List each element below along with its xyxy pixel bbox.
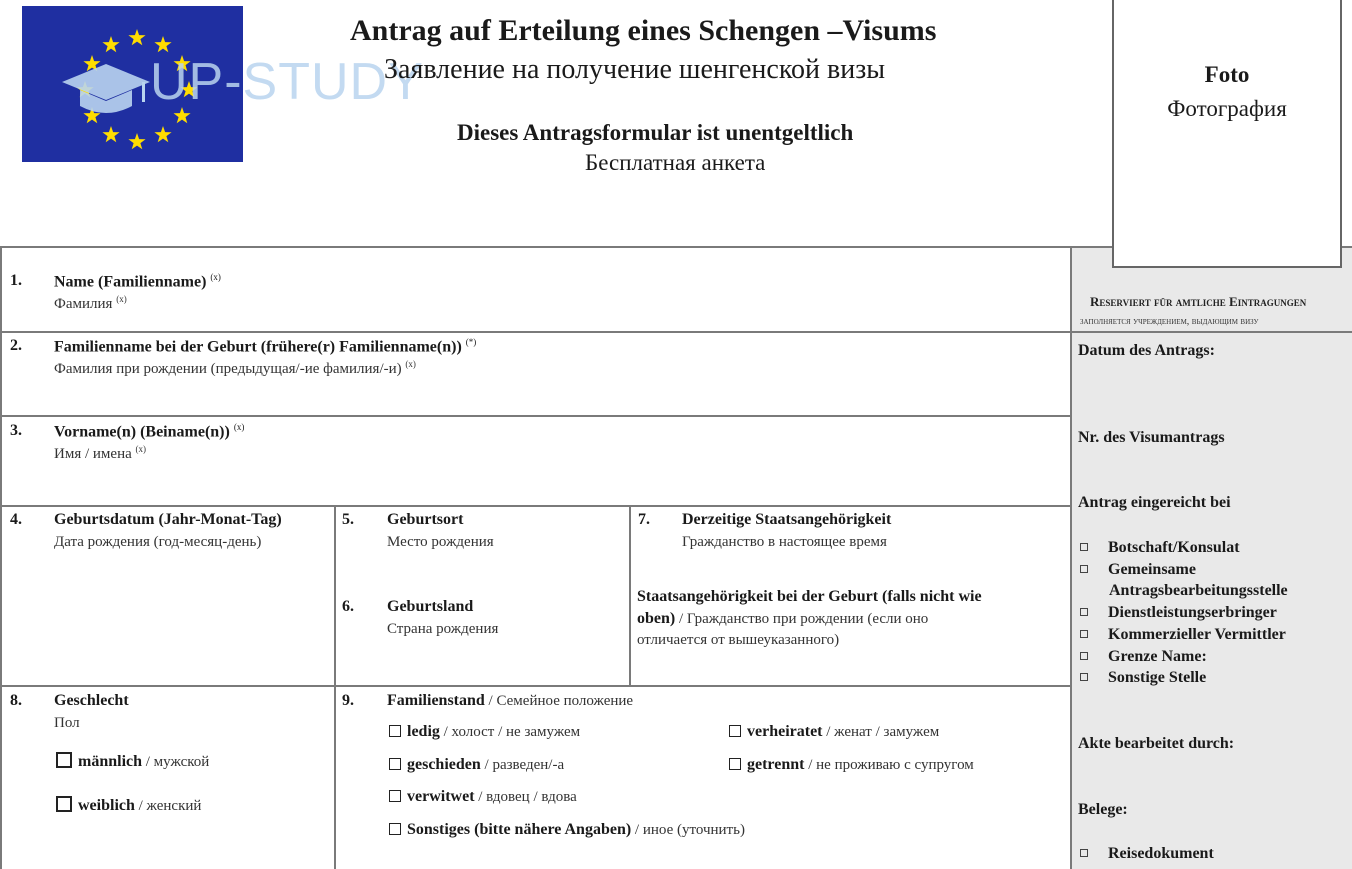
- field-label: Familienname bei der Geburt (frühere(r) Familienname(n)): [54, 338, 462, 356]
- checkbox[interactable]: [1080, 673, 1088, 681]
- checkbox[interactable]: [389, 790, 401, 802]
- field-label-russian: [54, 444, 146, 463]
- application-number-label: Nr. des Visumantrags: [1078, 429, 1225, 446]
- field-note: (x): [135, 444, 147, 454]
- option-male[interactable]: [56, 752, 209, 771]
- field-label-ru-text: Имя / имена: [54, 446, 132, 462]
- option-label-ru: / вдовец / вдова: [474, 789, 577, 805]
- option-label-ru: / иное (уточнить): [631, 822, 745, 838]
- option-label: Kommerzieller Vermittler: [1108, 626, 1286, 643]
- photo-label-russian: Фотография: [1167, 96, 1287, 121]
- field-number: 8.: [10, 692, 22, 709]
- option-common-centre-line2: Antragsbearbeitungsstelle: [1109, 582, 1288, 599]
- field-label: Name (Familienname): [54, 273, 207, 291]
- grid-line: [334, 505, 336, 869]
- option-label-ru: / женский: [134, 798, 202, 814]
- grid-line: [0, 685, 1072, 687]
- star-icon: [128, 133, 145, 149]
- option-other-office[interactable]: [1080, 669, 1206, 687]
- field-date-of-birth[interactable]: Geburtsdatum (Jahr-Monat-Tag): [54, 511, 282, 528]
- checkbox[interactable]: [1080, 849, 1088, 857]
- field-birth-surname[interactable]: [54, 337, 476, 356]
- field-current-nationality[interactable]: Derzeitige Staatsangehörigkeit: [682, 511, 892, 528]
- photo-label-german: Foto: [1204, 62, 1250, 87]
- option-divorced[interactable]: [389, 756, 564, 774]
- checkbox[interactable]: [56, 796, 72, 812]
- star-icon: [102, 36, 119, 52]
- checkbox[interactable]: [389, 725, 401, 737]
- grid-line: [629, 505, 631, 686]
- option-travel-document[interactable]: [1080, 845, 1214, 863]
- watermark-text: UP-STUDY: [150, 53, 424, 111]
- option-label: weiblich: [78, 797, 135, 814]
- field-note: (x): [210, 272, 221, 282]
- option-label: Gemeinsame: [1108, 561, 1196, 578]
- option-service-provider[interactable]: [1080, 604, 1277, 622]
- option-widowed[interactable]: [389, 788, 577, 806]
- option-label: Botschaft/Konsulat: [1108, 539, 1240, 556]
- field-label: Familienstand: [387, 692, 485, 709]
- field-number: 1.: [10, 272, 22, 289]
- checkbox[interactable]: [389, 823, 401, 835]
- field-label-russian: [54, 294, 127, 313]
- checkbox[interactable]: [729, 725, 741, 737]
- checkbox[interactable]: [729, 758, 741, 770]
- field-number: 4.: [10, 511, 22, 528]
- option-common-centre[interactable]: [1080, 561, 1196, 579]
- checkbox[interactable]: [1080, 543, 1088, 551]
- option-label-ru: / разведен/-а: [480, 757, 565, 773]
- graduation-cap-icon: [58, 60, 154, 120]
- option-label: männlich: [78, 753, 143, 770]
- checkbox[interactable]: [1080, 652, 1088, 660]
- option-label: getrennt: [747, 756, 805, 773]
- title-german: Antrag auf Erteilung eines Schengen –Visums: [350, 14, 937, 47]
- field-country-of-birth[interactable]: Geburtsland: [387, 598, 474, 615]
- option-label: Reisedokument: [1108, 845, 1214, 862]
- field-sex: Geschlecht: [54, 692, 129, 709]
- star-icon: [128, 29, 145, 45]
- grid-line: [0, 415, 1072, 417]
- option-label-ru: / холост / не замужем: [439, 724, 581, 740]
- option-separated[interactable]: [729, 756, 974, 774]
- field-number: 7.: [638, 511, 650, 528]
- grid-line: [0, 246, 2, 869]
- option-label-ru: / не проживаю с супругом: [804, 757, 974, 773]
- checkbox[interactable]: [1080, 608, 1088, 616]
- option-married[interactable]: [729, 723, 939, 741]
- application-date-label: Datum des Antrags:: [1078, 342, 1215, 359]
- field-nationality-at-birth-line2: [637, 610, 928, 628]
- submitted-at-label: Antrag eingereicht bei: [1078, 494, 1231, 511]
- star-icon: [154, 36, 171, 52]
- field-label-russian: Гражданство в настоящее время: [682, 534, 887, 550]
- field-label: Vorname(n) (Beiname(n)): [54, 423, 230, 441]
- field-label-ru-text: / Семейное положение: [484, 693, 634, 709]
- field-note: (*): [465, 337, 477, 347]
- option-label: Grenze Name:: [1108, 648, 1207, 665]
- field-label-ru-text: / Гражданство при рождении (если оно: [675, 611, 929, 627]
- option-single[interactable]: [389, 723, 580, 741]
- field-note: (x): [116, 294, 127, 304]
- field-note: (x): [233, 422, 245, 432]
- field-label-russian: Пол: [54, 715, 80, 731]
- grid-line: [1070, 246, 1072, 869]
- field-number: 9.: [342, 692, 354, 709]
- star-icon: [154, 126, 171, 142]
- field-marital-status: [387, 692, 633, 710]
- field-label-russian: Место рождения: [387, 534, 494, 550]
- option-label: Sonstige Stelle: [1108, 669, 1207, 686]
- grid-line: [0, 331, 1352, 333]
- option-label-ru: / женат / замужем: [822, 724, 940, 740]
- field-surname[interactable]: [54, 272, 221, 291]
- file-handled-by-label: Akte bearbeitet durch:: [1078, 735, 1235, 752]
- field-number: 5.: [342, 511, 354, 528]
- official-use-panel: [1072, 247, 1352, 869]
- star-icon: [102, 126, 119, 142]
- option-label: ledig: [407, 723, 440, 740]
- title-russian: Заявление на получение шенгенской визы: [384, 54, 886, 85]
- checkbox[interactable]: [56, 752, 72, 768]
- option-label: verheiratet: [747, 723, 823, 740]
- free-form-notice-german: Dieses Antragsformular ist unentgeltlich: [457, 120, 854, 145]
- field-label-russian: Дата рождения (год-месяц-день): [54, 534, 262, 550]
- grid-line: [0, 505, 1072, 507]
- checkbox[interactable]: [1080, 565, 1088, 573]
- option-label: Sonstiges (bitte nähere Angaben): [407, 821, 632, 838]
- reserved-subheading: заполняется учреждением, выдающим визу: [1080, 316, 1259, 327]
- option-other[interactable]: [389, 821, 745, 839]
- field-nationality-at-birth[interactable]: Staatsangehörigkeit bei der Geburt (falls nicht wie: [637, 588, 982, 605]
- field-label-ru-text: Фамилия: [54, 296, 113, 312]
- field-number: 2.: [10, 337, 22, 354]
- option-label: verwitwet: [407, 788, 475, 805]
- reserved-heading: Reserviert für amtliche Eintragungen: [1090, 294, 1307, 309]
- free-form-notice-russian: Бесплатная анкета: [585, 150, 766, 175]
- field-note: (x): [405, 359, 416, 369]
- checkbox[interactable]: [389, 758, 401, 770]
- field-label-russian: Страна рождения: [387, 621, 499, 637]
- option-embassy[interactable]: [1080, 539, 1240, 557]
- field-place-of-birth[interactable]: Geburtsort: [387, 511, 464, 528]
- option-female[interactable]: [56, 796, 201, 815]
- field-label-bold: oben): [637, 610, 676, 627]
- option-label: geschieden: [407, 756, 481, 773]
- checkbox[interactable]: [1080, 630, 1088, 638]
- option-border[interactable]: [1080, 648, 1207, 666]
- field-label-russian: отличается от вышеуказанного): [637, 632, 840, 648]
- field-label-russian: [54, 359, 416, 378]
- photo-box[interactable]: [1112, 0, 1342, 268]
- option-commercial-intermediary[interactable]: [1080, 626, 1286, 644]
- documents-label: Belege:: [1078, 801, 1128, 818]
- field-first-name[interactable]: [54, 422, 244, 441]
- option-label: Dienstleistungserbringer: [1108, 604, 1277, 621]
- field-number: 3.: [10, 422, 22, 439]
- option-label-ru: / мужской: [142, 754, 210, 770]
- field-label-ru-text: Фамилия при рождении (предыдущая/-ие фамилия/-и): [54, 361, 402, 377]
- field-number: 6.: [342, 598, 354, 615]
